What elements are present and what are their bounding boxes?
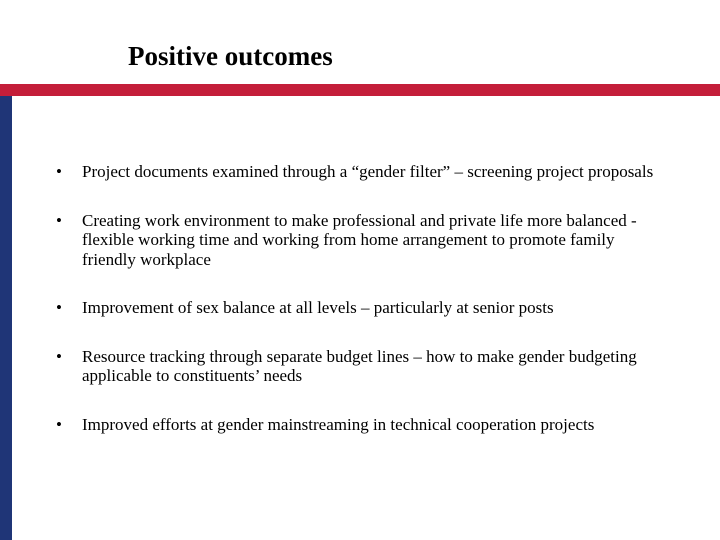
bullet-item (56, 415, 666, 435)
bullet-dot-icon: • (56, 210, 62, 230)
slide-title: Positive outcomes (128, 41, 333, 71)
bullet-item (56, 162, 666, 182)
bullet-text: Improved efforts at gender mainstreaming in technical cooperation projects (82, 414, 595, 434)
blue-accent-bar (0, 96, 12, 540)
bullet-text: Project documents examined through a “gender filter” – screening project proposals (82, 162, 654, 181)
bullet-text: Improvement of sex balance at all levels – particularly at senior posts (82, 298, 554, 317)
bullet-text: Creating work environment to make professional and private life more balanced - flexible working time and working from home arrangement to promote family friendly workplace (82, 210, 637, 269)
bullet-dot-icon: • (56, 162, 62, 181)
bullet-dot-icon: • (56, 298, 62, 317)
bullet-item (56, 211, 666, 270)
red-accent-bar (0, 84, 720, 96)
bullet-text: Resource tracking through separate budget lines – how to make gender budgeting applicable to constituents’ needs (82, 346, 637, 385)
bullet-item (56, 298, 666, 318)
bullet-dot-icon: • (56, 414, 62, 434)
bullet-list (56, 162, 666, 463)
bullet-dot-icon: • (56, 346, 62, 366)
bullet-item (56, 347, 666, 386)
